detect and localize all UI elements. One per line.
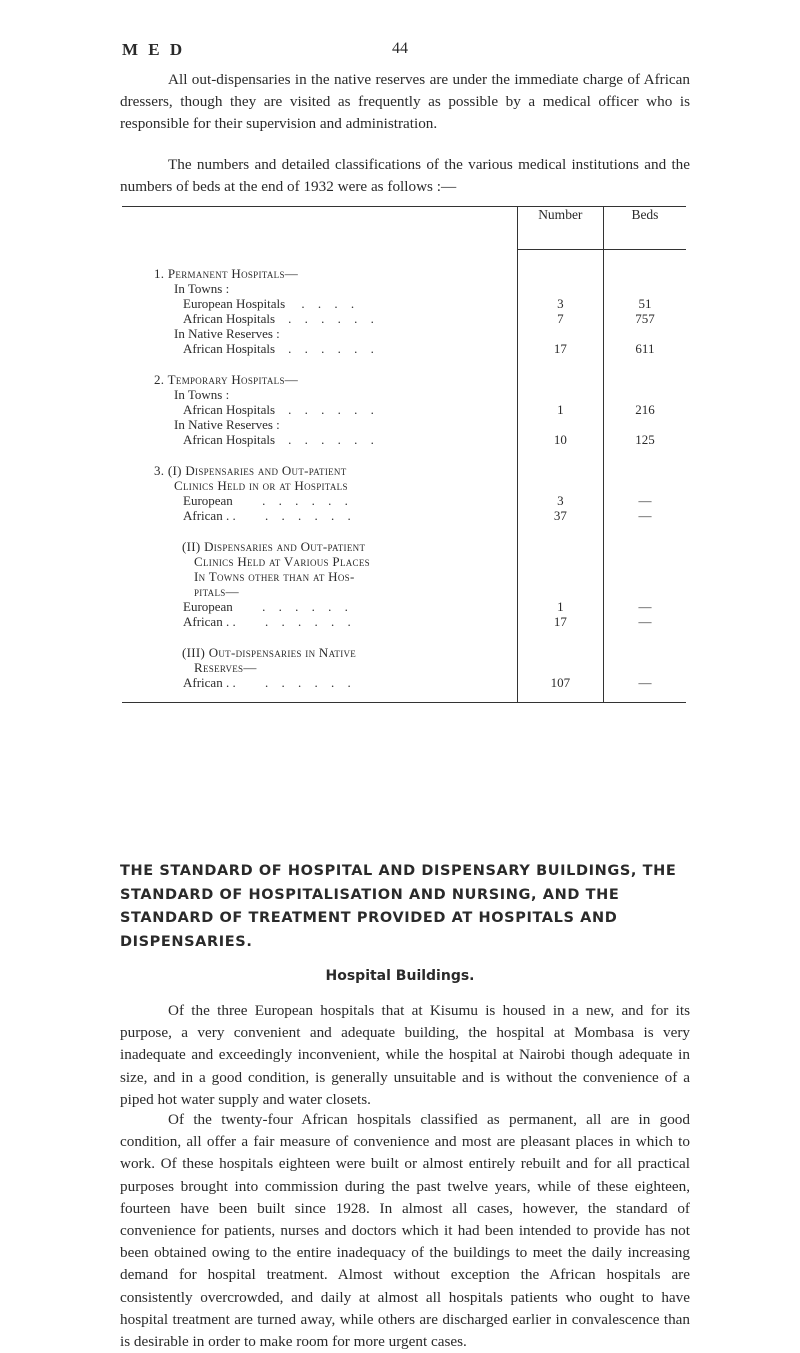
table-row bbox=[122, 463, 686, 478]
cell-number: 1 bbox=[517, 599, 603, 614]
dot-leader: . . . . . . bbox=[288, 311, 379, 326]
table-row bbox=[122, 281, 686, 296]
cell-number: 107 bbox=[517, 675, 603, 690]
section-title: In Towns other than at Hos- bbox=[194, 569, 355, 584]
row-label: European bbox=[183, 493, 233, 508]
section-title: Reserves— bbox=[194, 660, 257, 675]
section-title: 3. (I) Dispensaries and Out-patient bbox=[154, 463, 347, 478]
table-row bbox=[122, 417, 686, 432]
cell-beds: — bbox=[603, 493, 686, 508]
dot-leader: . . . . . . bbox=[264, 508, 356, 523]
dot-leader: . . . . . . bbox=[288, 432, 379, 447]
column-header-number: Number bbox=[517, 207, 603, 250]
dot-leader: . . . . . . bbox=[264, 614, 356, 629]
table-row bbox=[122, 493, 686, 508]
section-title: (II) Dispensaries and Out-patient bbox=[182, 539, 366, 554]
institutions-table bbox=[122, 206, 686, 703]
row-label: African Hospitals bbox=[183, 311, 276, 326]
table-header-row bbox=[122, 207, 686, 250]
row-label: African . . bbox=[183, 508, 236, 523]
table-row bbox=[122, 296, 686, 311]
dot-leader: . . . . . . bbox=[288, 402, 379, 417]
cell-number: 1 bbox=[517, 402, 603, 417]
column-header-beds: Beds bbox=[603, 207, 686, 250]
row-label: In Towns : bbox=[174, 387, 230, 402]
page-header bbox=[122, 40, 720, 64]
table-row bbox=[122, 645, 686, 660]
cell-beds: 125 bbox=[603, 432, 686, 447]
section-title: 2. Temporary Hospitals— bbox=[154, 372, 299, 387]
cell-beds: 611 bbox=[603, 341, 686, 356]
table-row bbox=[122, 266, 686, 281]
cell-number: 17 bbox=[517, 614, 603, 629]
table-row bbox=[122, 341, 686, 356]
subsection-heading: Hospital Buildings. bbox=[325, 968, 475, 984]
page-number: 44 bbox=[392, 40, 408, 57]
section-heading: THE STANDARD OF HOSPITAL AND DISPENSARY BUILDINGS, THE STANDARD OF HOSPITALISATION AND NURSING, AND THE STANDARD OF TREATMENT PROVIDED AT HOSPITALS AND DISPENSARIES. bbox=[120, 863, 677, 950]
table-row bbox=[122, 326, 686, 341]
dot-leader: . . . . . . bbox=[288, 341, 379, 356]
table-row bbox=[122, 569, 686, 584]
cell-beds: — bbox=[603, 508, 686, 523]
section-title: pitals— bbox=[194, 584, 239, 599]
cell-number: 3 bbox=[517, 296, 603, 311]
cell-beds: 757 bbox=[603, 311, 686, 326]
cell-beds: — bbox=[603, 614, 686, 629]
section-title: Clinics Held in or at Hospitals bbox=[174, 478, 348, 493]
table-row bbox=[122, 372, 686, 387]
table-row bbox=[122, 539, 686, 554]
table-row bbox=[122, 432, 686, 447]
cell-number: 37 bbox=[517, 508, 603, 523]
cell-beds: — bbox=[603, 675, 686, 690]
row-label: African Hospitals bbox=[183, 432, 276, 447]
table-row bbox=[122, 584, 686, 599]
dot-leader: . . . . . . bbox=[262, 493, 353, 508]
table-row bbox=[122, 675, 686, 690]
paragraph-african-hospitals: Of the twenty-four African hospitals classified as permanent, all are in good condition, all offer a fair measure of convenience and most are pleasant places in which to work. Of these hospitals eighteen were built or almost entirely rebuilt and for all practical purposes brought into commission during the past twelve years, while of these eighteen, fourteen have been built since 1928. In almost all cases, however, the standard of convenience for patients, nurses and doctors which it had been intended to provide has not been obtained owing to the entire inadequacy of the buildings to meet the daily increasing demand for hospital treatment. Almost without exception the African hospitals are consistently overcrowded, and daily at almost all hospitals patients who ought to have hospital treatment are turned away, while others are discharged earlier in convalescence than is desirable in order to make room for more urgent cases. bbox=[120, 1111, 690, 1351]
row-label: European bbox=[183, 599, 233, 614]
row-label: African . . bbox=[183, 614, 236, 629]
dot-leader: . . . . . . bbox=[262, 599, 353, 614]
section-title: Clinics Held at Various Places bbox=[194, 554, 370, 569]
table-row bbox=[122, 599, 686, 614]
cell-beds: 51 bbox=[603, 296, 686, 311]
cell-number: 10 bbox=[517, 432, 603, 447]
row-label: African Hospitals bbox=[183, 402, 276, 417]
row-label: In Towns : bbox=[174, 281, 230, 296]
table-row bbox=[122, 554, 686, 569]
cell-number: 7 bbox=[517, 311, 603, 326]
paragraph-european-hospitals: Of the three European hospitals that at Kisumu is housed in a new, and for its purpose, a very convenient and adequate building, the hospital at Mombasa is very inadequate and exceedingly inconvenient, while the hospital at Nairobi though adequate in size, and in a good condition, is generally unsuitable and is without the convenience of a piped hot water supply and water closets. bbox=[120, 1002, 690, 1108]
dot-leader: . . . . . . bbox=[264, 675, 356, 690]
row-label: In Native Reserves : bbox=[174, 326, 280, 341]
table-row bbox=[122, 614, 686, 629]
row-label: In Native Reserves : bbox=[174, 417, 280, 432]
section-title: (III) Out-dispensaries in Native bbox=[182, 645, 357, 660]
section-title: 1. Permanent Hospitals— bbox=[154, 266, 299, 281]
cell-number: 17 bbox=[517, 341, 603, 356]
table-row bbox=[122, 387, 686, 402]
table-row bbox=[122, 508, 686, 523]
row-label: African Hospitals bbox=[183, 341, 276, 356]
table-row bbox=[122, 402, 686, 417]
row-label: African . . bbox=[183, 675, 236, 690]
paragraph-classifications-intro: The numbers and detailed classifications of the various medical institutions and the numbers of beds at the end of 1932 were as follows :— bbox=[120, 156, 690, 196]
paragraph-out-dispensaries: All out-dispensaries in the native reserves are under the immediate charge of African dressers, though they are visited as frequently as possible by a medical officer who is responsible for their supervision and administration. bbox=[120, 71, 690, 133]
dot-leader: . . . . bbox=[301, 296, 360, 311]
cell-number: 3 bbox=[517, 493, 603, 508]
table-row bbox=[122, 311, 686, 326]
cell-beds: 216 bbox=[603, 402, 686, 417]
running-head: M E D bbox=[122, 40, 186, 59]
table-row bbox=[122, 478, 686, 493]
row-label: European Hospitals bbox=[183, 296, 286, 311]
cell-beds: — bbox=[603, 599, 686, 614]
table-row bbox=[122, 660, 686, 675]
